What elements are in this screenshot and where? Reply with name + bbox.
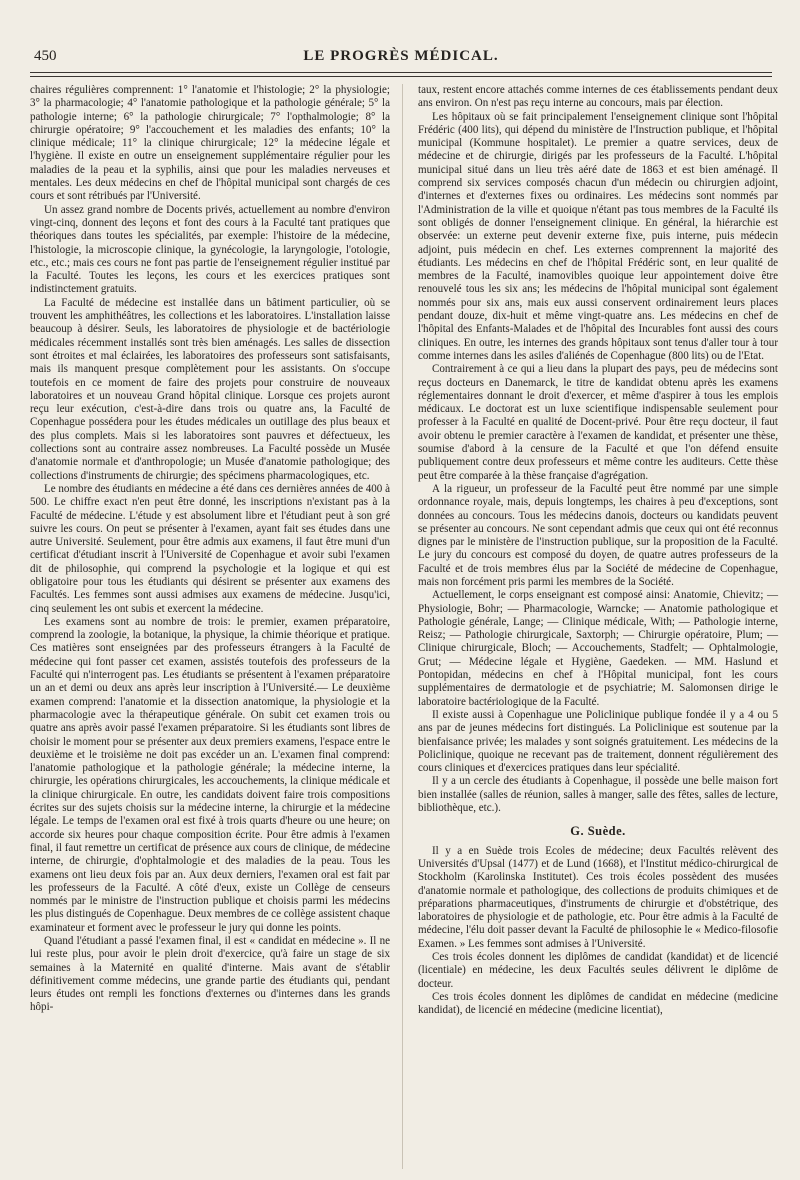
paragraph: La Faculté de médecine est installée dans un bâtiment particulier, où se trouvent les amphithéâtres, les collections et les laboratoires. L'installation laisse beaucoup à désirer. Seuls, les laboratoires de physiologie et de bactériologie médicales récemment installés sont très bien aménagés. Les salles de dissection sont étroites et mal éclairées, les laboratoires des professeurs sont satisfaisants, mais ils manquent presque complètement pour les assistants. On s'occupe toutefois en ce moment de faire des projets pour construire de nouveaux laboratoires et un nouveau Grand hôpital clinique. Lorsque ces projets auront reçu leur exécution, c'est-à-dire dans trois ou quatre ans, la Faculté de Copenhague possédera pour les études médicales un outillage des plus beaux et des plus complets. Mais si les laboratoires sont pauvres et défectueux, les collections sont au contraire assez nombreuses. La Faculté possède un Musée d'anatomie normale et d'anthropologie; un Musée d'anatomie pathologique; des collections d'instruments de chirurgie; des spécimens pharmacologiques, etc. xyxy=(30,296,390,482)
paragraph: Les examens sont au nombre de trois: le premier, examen préparatoire, comprend la zoologie, la botanique, la physique, la chimie théorique et pratique. Ces matières sont enseignées par des professeurs étrangers à la Faculté de médecine qui font passer cet examen, assistés toutefois des professeurs de la Faculté qui n'interrogent pas. Les étudiants se présentent à l'examen préparatoire un an et demi ou deux ans après leur inscription à l'Université.— Le deuxième examen comprend: l'anatomie et la dissection anatomique, la physiologie et la pharmacologie avec la thérapeutique générale. On subit cet examen trois ou quatre ans après avoir passé l'examen préparatoire. Si les étudiants sont libres de choisir le moment pour se présenter aux deux premiers examens, l'espace entre le deuxième et le troisième ne doit pas excéder un an. L'examen final comprend: l'anatomie pathologique et la pathologie générale; la médecine interne, la chirurgie, les opérations chirurgicales, les accouchements, la clinique médicale et la clinique chirurgicale. En outre, les candidats doivent faire trois compositions écrites sur des sujets choisis sur la médecine interne, la chirurgie et la médecine légale. Le temps de l'examen oral est fixé à trois quarts d'heure ou une heure; on accorde six heures pour chaque composition écrite. Pour être admis à l'examen final, il faut remettre un certificat de présence aux cours de clinique, de médecine interne, de chirurgie, d'ophtalmologie et des maladies de la peau. Tous les examens ont lieu deux fois par an. Aux deux derniers, l'examen oral est fait par les professeurs de la Faculté. A côté d'eux, existe un Collège de censeurs nommés par le ministre de l'instruction publique et choisis parmi les médecins les plus distingués de Copenhague. Deux membres de ce collège assistent chaque examinateur et forment avec le professeur le jury qui donne les points. xyxy=(30,615,390,934)
paragraph: Ces trois écoles donnent les diplômes de candidat (kandidat) et de licencié (licentiale) en médecine, les deux Facultés seules délivrent le diplôme de docteur. xyxy=(418,951,778,990)
paragraph: chaires régulières comprennent: 1° l'anatomie et l'histologie; 2° la physiologie; 3° la pharmacologie; 4° l'anatomie pathologique et la pathologie générale; 5° la pathologie interne; 6° la pathologie chirurgicale; 7° l'opthalmologie; 8° la chirurgie opératoire; 9° l'accouchement et les maladies des enfants; 10° la clinique médicale; 11° la clinique chirurgicale; 12° la médecine légale et l'hygiène. Il existe en outre un enseignement supplémentaire régulier pour les maladies de la peau et la syphilis, ainsi que pour les maladies nerveuses et mentales. Les deux médecins en chef de l'hôpital municipal sont chargés de ces cours et sont rétribués par l'Université. xyxy=(30,84,390,203)
column-divider xyxy=(402,84,403,1169)
paragraph: A la rigueur, un professeur de la Faculté peut être nommé par une simple ordonnance royale, mais, depuis longtemps, les chaires à peu d'exceptions, sont données au concours. Tous les médecins danois, docteurs ou kandidats peuvent se présenter au concours. Ne sont cependant admis que ceux qui ont été reconnus dignes par le ministère de l'instruction publique, sur la proposition de la Faculté. Le jury du concours est composé du doyen, de quatre autres professeurs de la Faculté et de trois membres élus par la Société de médecine de Copenhague, mais non forcément pris parmi les membres de la Société. xyxy=(418,482,778,588)
header-rule-thin xyxy=(30,76,772,77)
header-rule xyxy=(30,72,772,73)
page-number: 450 xyxy=(34,48,57,64)
paragraph: Ces trois écoles donnent les diplômes de candidat en médecine (medicine kandidat), de licencié en médecine (medicine licentiat), xyxy=(418,990,778,1017)
paragraph: taux, restent encore attachés comme internes de ces établissements pendant deux ans environ. On n'est pas reçu interne au concours, mais par élection. xyxy=(418,84,778,110)
page-header xyxy=(30,44,772,72)
paragraph: Il y a un cercle des étudiants à Copenhague, il possède une belle maison fort bien installée (salles de réunion, salles à manger, salle des fêtes, salles de lecture, bibliothèque, etc.). xyxy=(418,775,778,815)
paragraph: Les hôpitaux où se fait principalement l'enseignement clinique sont l'hôpital Frédéric (400 lits), qui dépend du ministère de l'Instruction publique, et l'hôpital municipal (Kommune hospitalet). Le premier a quatre services, deux de médecine et de chirurgie, dirigés par les professeurs de la Faculté. L'hôpital municipal situé dans un lieu très aéré date de 1863 et est bien aménagé. Il comprend six services composés chacun d'un médecin ou chirurgien adjoint, d'internes et d'externes fixes ou ordinaires. Les médecins sont nommés par l'Administration de la ville et quoique n'étant pas tous membres de la Faculté ils sont obligés de donner l'enseignement clinique. En général, la hiérarchie est observée: un externe peut devenir externe fixe, puis interne, puis médecin adjoint, puis médecin en chef. Les externes comprennent la majorité des étudiants. Les médecins en chef de l'hôpital Frédéric sont, en leur qualité de membres de la Faculté, inamovibles quoique leur appointement doive être renouvelé tous les six ans; les médecins de l'hôpital municipal sont également nommés pour six ans, mais eux aussi conservent ordinairement leurs places pendant douze, dix-huit et même vingt-quatre ans. Les médecins en chef de l'hôpital des Enfants-Malades et de l'hôpital des Incurables font aussi des cours cliniques. En outre, les internes des grands hôpitaux sont tenus d'aller tour à tour comme internes dans les asiles d'aliénés de Copenhague (800 lits) ou de l'Etat. xyxy=(418,110,778,362)
journal-title: LE PROGRÈS MÉDICAL. xyxy=(303,48,499,64)
right-column xyxy=(418,84,778,1017)
paragraph: Contrairement à ce qui a lieu dans la plupart des pays, peu de médecins sont reçus docteurs en Danemarck, le titre de kandidat obtenu après les examens réglementaires donnant le droit d'exercer, et même d'aspirer à tous les emplois médicaux. Le doctorat est un luxe scientifique indispensable seulement pour professer à la Faculté en qualité de Docent-privé. Pour être reçu docteur, il faut avoir obtenu le premier caractère à l'examen de kandidat, et présenter une thèse, soumise d'abord à la censure de la Faculté et que l'on défend ensuite publiquement contre deux professeurs et même contre les auditeurs. Cette thèse peut être comparée à la thèse française d'agrégation. xyxy=(418,363,778,482)
left-column xyxy=(30,84,390,1015)
paragraph: Un assez grand nombre de Docents privés, actuellement au nombre d'environ vingt-cinq, donnent des leçons et font des cours à la Faculté tant pratiques que théoriques dans toutes les spécialités, par exemple: l'histoire de la médecine, l'histologie, la microscopie clinique, la gynécologie, la laryngologie, l'otologie, etc., etc.; mais ces cours ne font pas partie de l'enseignement régulier institué par la Faculté. Toutes les leçons, les cours et les exercices pratiques sont indistinctement gratuits. xyxy=(30,203,390,296)
paragraph: Le nombre des étudiants en médecine a été dans ces dernières années de 400 à 500. Le chiffre exact n'en peut être donné, les inscriptions n'existant pas à la Faculté de médecine. L'étude y est absolument libre et l'étudiant peut à son gré suivre les cours. On peut se présenter à l'examen, ayant fait ses études dans une autre Université. Seulement, pour être admis aux examens, il faut être muni d'un certificat d'étudiant inscrit à l'Université de Copenhague et avoir subi l'examen dit de philosophie, qui comprend la psychologie et la logique et qui est obligatoire pour tous les étudiants qui désirent se présenter aux examens des Facultés. Les femmes sont aussi admises aux examens de médecine. Jusqu'ici, cinq seulement les ont subis et exercent la médecine. xyxy=(30,482,390,615)
paragraph: Il y a en Suède trois Ecoles de médecine; deux Facultés relèvent des Universités d'Upsal (1477) et de Lund (1668), et l'Institut médico-chirurgical de Stockholm (Karolinska Institutet). Ces trois écoles possèdent des musées d'anatomie normale et pathologique, des collections de produits chimiques et de préparations pharmaceutiques, d'instruments de chirurgie et d'obstétrique, des laboratoires de physiologie et de pathologie, etc. Pour être admis à la Faculté de médecine, l'élu doit passer devant la Faculté de philosophie le « Medico-filosofie Examen. » Les femmes sont admises à l'Université. xyxy=(418,844,778,950)
paragraph: Quand l'étudiant a passé l'examen final, il est « candidat en médecine ». Il ne lui reste plus, pour avoir le plein droit d'exercice, qu'à faire un stage de six semaines à la Maternité en qualité d'interne. Mais avant de s'établir définitivement comme médecins, une grande partie des étudiants qui, pendant leurs études ont rempli les fonctions d'externes ou d'internes dans les grands hôpi- xyxy=(30,935,390,1014)
paragraph: Actuellement, le corps enseignant est composé ainsi: Anatomie, Chievitz; — Physiologie, Bohr; — Pharmacologie, Warncke; — Anatomie pathologique et Pathologie générale, Lange; — Clinique médicale, With; — Pathologie interne, Reisz; — Pathologie chirurgicale, Saxtorph; — Chirurgie opératoire, Plum; — Clinique chirurgicale, Bloch; — Accouchements, Stadfelt; — Ophtalmologie, Grut; — Médecine légale et Hygiène, Gaedeken. — MM. Haslund et Pontopidan, médecins en chef à l'Hôpital municipal, font les cours supplémentaires de dermatologie et de psychiatrie; M. Salomonsen dirige le laboratoire bactériologique de la Faculté. xyxy=(418,589,778,708)
paragraph: Il existe aussi à Copenhague une Policlinique publique fondée il y a 4 ou 5 ans par de jeunes médecins fort distingués. La Policlinique est soutenue par la bienfaisance privée; les malades y sont soignés gratuitement. Les médecins de la Policlinique, quoique ne recevant pas de traitement, donnent régulièrement des cours cliniques et d'exercices pratiques dans leur spécialité. xyxy=(418,708,778,775)
section-heading: G. Suède. xyxy=(570,824,626,839)
